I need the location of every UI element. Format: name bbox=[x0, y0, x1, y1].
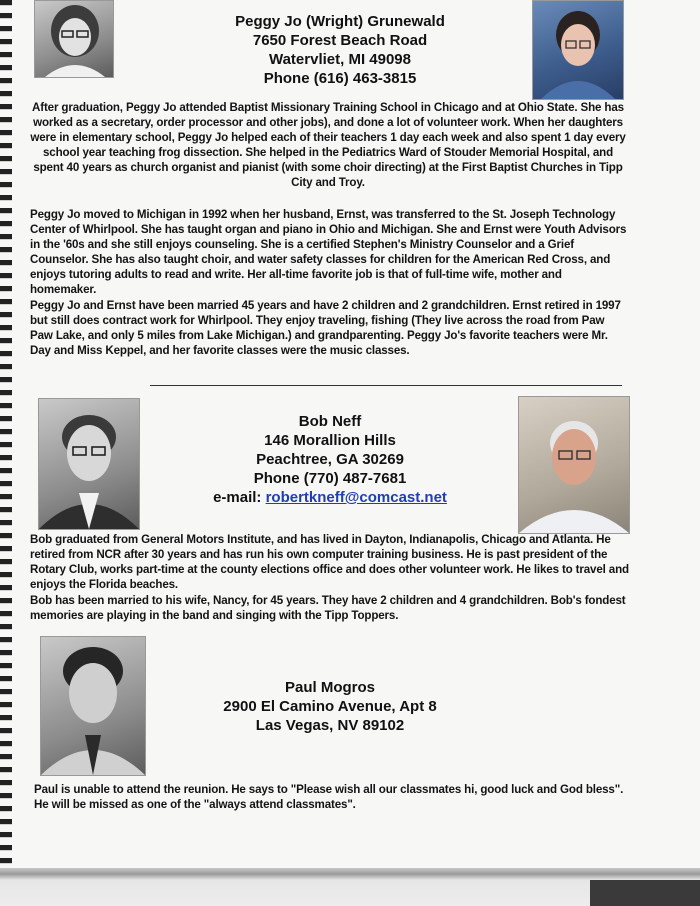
peggy-paragraph-3: Peggy Jo and Ernst have been married 45 years and have 2 children and 2 grandchildren. Ernst retired in 1997 but still does contract work for Whirlpool. They enjoy traveling, fishing (They live across the road from Paw Paw Lake, and only 5 miles from Lake Michigan.) and grandparenting. Peggy Jo's favorite teachers were Mr. Day and Miss Keppel, and her favorite classes were the music classes. bbox=[30, 299, 621, 357]
peggy-address-line2: Watervliet, MI 49098 bbox=[268, 51, 411, 68]
spiral-binding bbox=[0, 0, 12, 870]
paul-contact-block bbox=[180, 678, 480, 735]
paul-school-photo bbox=[40, 636, 146, 776]
paul-name: Paul Mogros bbox=[284, 679, 375, 696]
page-corner-shadow bbox=[590, 880, 700, 906]
peggy-contact-block bbox=[150, 12, 530, 88]
bob-school-photo bbox=[38, 398, 140, 530]
bob-email-link[interactable]: robertkneff@comcast.net bbox=[265, 489, 447, 506]
paul-paragraph-1: Paul is unable to attend the reunion. He says to "Please wish all our classmates hi, good luck and God bless". He will be missed as one of the "always attend classmates". bbox=[34, 783, 624, 811]
section-divider bbox=[150, 385, 622, 386]
peggy-paragraph-1: After graduation, Peggy Jo attended Baptist Missionary Training School in Chicago and at Ohio State. She has worked as a secretary, order processor and other jobs), and done a lot of volunteer work. When her daughters were in elementary school, Peggy Jo helped each of their teachers 1 day each week and also spent 1 day every school year teaching frog dissection. She helped in the Pediatrics Ward of Stouder Memorial Hospital, and spent 40 years as church organist and pianist (with some choir directing) at the First Baptist Churches in Tipp City and Troy. bbox=[30, 101, 626, 189]
peggy-address-line1: 7650 Forest Beach Road bbox=[252, 32, 428, 49]
peggy-school-photo bbox=[34, 0, 114, 78]
bob-name: Bob Neff bbox=[298, 413, 362, 430]
bob-phone: Phone (770) 487-7681 bbox=[253, 470, 407, 487]
peggy-phone: Phone (616) 463-3815 bbox=[263, 70, 417, 87]
peggy-current-photo bbox=[532, 0, 624, 100]
paul-address-line2: Las Vegas, NV 89102 bbox=[255, 717, 405, 734]
peggy-name: Peggy Jo (Wright) Grunewald bbox=[235, 13, 445, 30]
bob-current-photo bbox=[518, 396, 630, 534]
bob-address-line2: Peachtree, GA 30269 bbox=[256, 451, 404, 468]
bob-paragraph-2: Bob has been married to his wife, Nancy, for 45 years. They have 2 children and 4 grandchildren. Bob's fondest memories are playing in the band and singing with the Tipp Toppers. bbox=[30, 594, 626, 622]
bob-email-label: e-mail: bbox=[213, 489, 262, 506]
bob-contact-block bbox=[160, 412, 500, 507]
peggy-paragraph-2: Peggy Jo moved to Michigan in 1992 when her husband, Ernst, was transferred to the St. Joseph Technology Center of Whirlpool. She has taught organ and piano in Ohio and Michigan. She and Ernst were Youth Advisors in the '60s and she still enjoys counseling. She is a certified Stephen's Ministry Counselor and a Grief Counselor. She has also taught choir, and water safety classes for children for the American Red Cross, and enjoys tutoring adults to read and write. Her all-time favorite job is that of full-time wife, mother and homemaker. bbox=[30, 208, 627, 296]
bob-paragraph-1: Bob graduated from General Motors Institute, and has lived in Dayton, Indianapolis, Chicago and Atlanta. He retired from NCR after 30 years and has run his own computer training business. He is past president of the Rotary Club, works part-time at the county elections office and does other volunteer work. He likes to travel and enjoys the Florida beaches. bbox=[30, 533, 629, 591]
bob-address-line1: 146 Morallion Hills bbox=[264, 432, 396, 449]
bob-email-line bbox=[160, 488, 500, 507]
paul-address-line1: 2900 El Camino Avenue, Apt 8 bbox=[223, 698, 437, 715]
